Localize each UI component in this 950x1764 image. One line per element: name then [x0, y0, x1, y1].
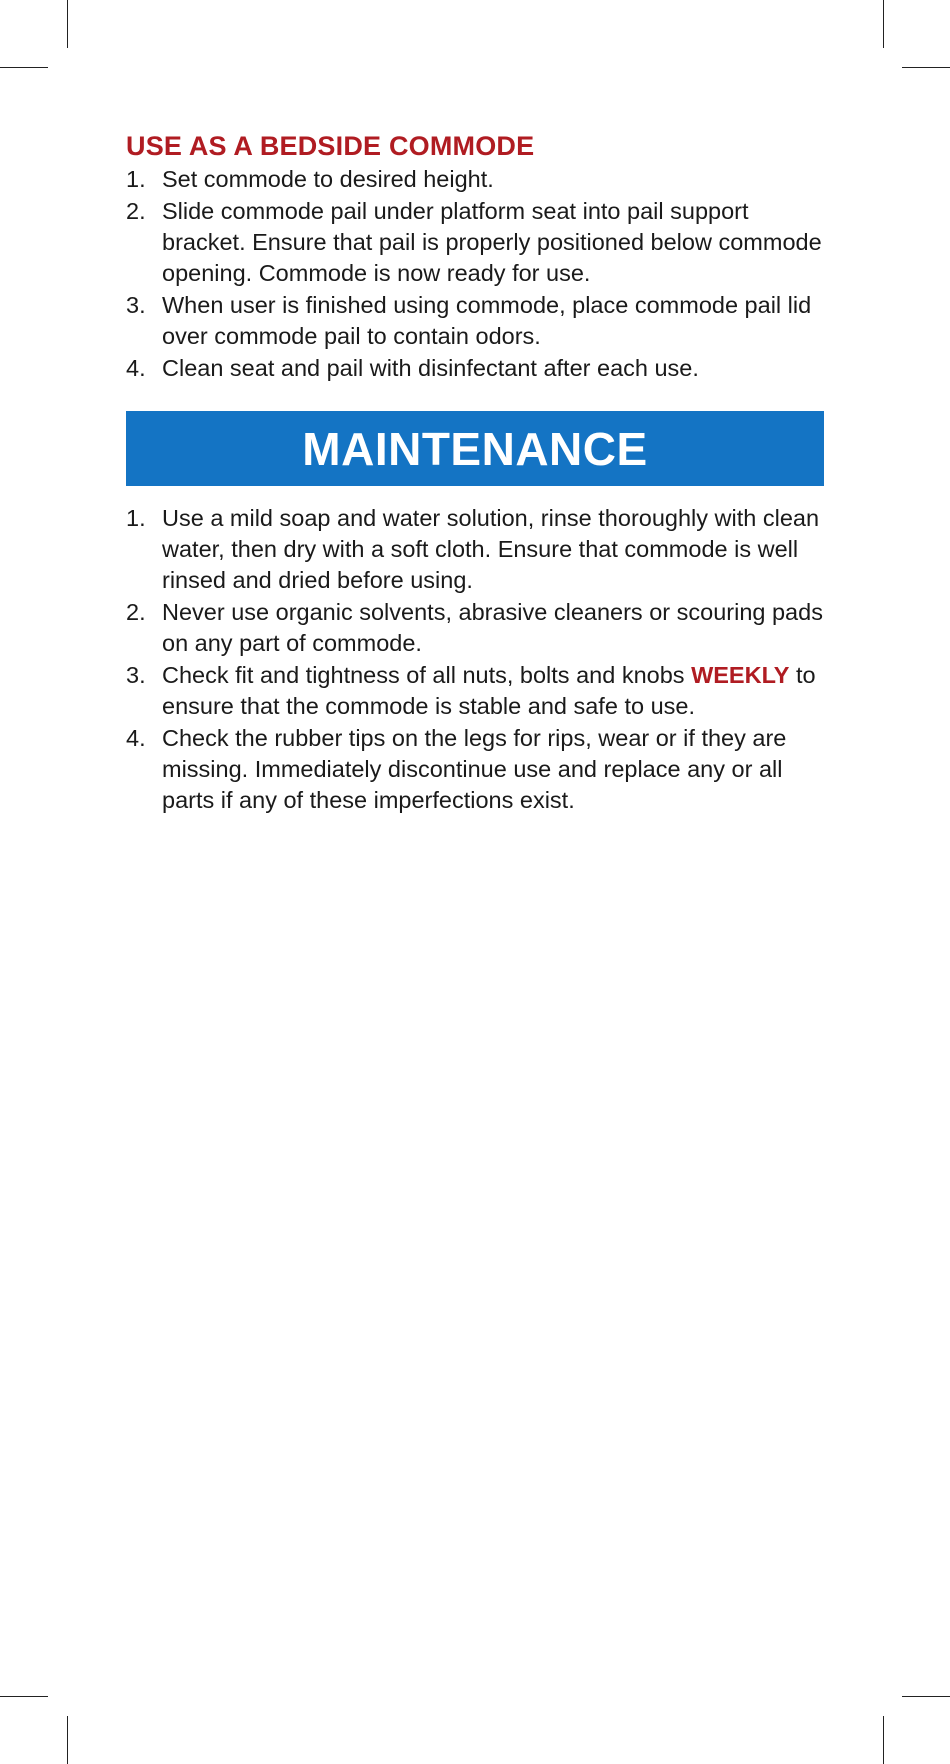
step-text: Check the rubber tips on the legs for rips, wear or if they are missing. Immediately discontinue use and replace any or all parts if any of these imperfections exist. — [162, 725, 787, 813]
crop-mark-top-left-horizontal — [0, 67, 48, 68]
bedside-steps-list — [126, 164, 824, 384]
step-number: 2. — [126, 599, 146, 625]
list-item — [126, 164, 824, 195]
list-item — [126, 290, 824, 352]
weekly-emphasis: WEEKLY — [691, 662, 790, 688]
maintenance-steps-list — [126, 503, 824, 816]
maintenance-banner — [126, 411, 824, 486]
step-number: 4. — [126, 725, 146, 751]
step-text-after: to ensure that the commode is stable and safe to use. — [162, 662, 816, 719]
step-text: Set commode to desired height. — [162, 166, 494, 192]
list-item — [126, 196, 824, 289]
list-item — [126, 660, 824, 722]
step-text: Never use organic solvents, abrasive cleaners or scouring pads on any part of commode. — [162, 599, 823, 656]
step-text: Use a mild soap and water solution, rinse thoroughly with clean water, then dry with a soft cloth. Ensure that commode is well rinsed and dried before using. — [162, 505, 820, 593]
step-number: 3. — [126, 292, 146, 318]
step-text: Slide commode pail under platform seat into pail support bracket. Ensure that pail is properly positioned below commode opening. Commode is now ready for use. — [162, 198, 822, 286]
step-number: 3. — [126, 662, 146, 688]
crop-mark-top-right-horizontal — [902, 67, 950, 68]
step-text-before: Check fit and tightness of all nuts, bolts and knobs — [162, 662, 685, 688]
page-content — [126, 128, 824, 817]
crop-mark-top-right-vertical — [883, 0, 884, 48]
list-item — [126, 353, 824, 384]
step-number: 1. — [126, 166, 146, 192]
crop-mark-top-left-vertical — [67, 0, 68, 48]
step-text: When user is finished using commode, place commode pail lid over commode pail to contain odors. — [162, 292, 812, 349]
maintenance-heading: MAINTENANCE — [302, 422, 648, 475]
bedside-commode-heading: USE AS A BEDSIDE COMMODE — [126, 131, 535, 161]
crop-mark-bottom-right-horizontal — [902, 1696, 950, 1697]
list-item — [126, 503, 824, 596]
step-number: 1. — [126, 505, 146, 531]
step-number: 4. — [126, 355, 146, 381]
crop-mark-bottom-left-horizontal — [0, 1696, 48, 1697]
step-number: 2. — [126, 198, 146, 224]
crop-mark-bottom-right-vertical — [883, 1716, 884, 1764]
step-text: Clean seat and pail with disinfectant after each use. — [162, 355, 699, 381]
list-item — [126, 723, 824, 816]
list-item — [126, 597, 824, 659]
crop-mark-bottom-left-vertical — [67, 1716, 68, 1764]
